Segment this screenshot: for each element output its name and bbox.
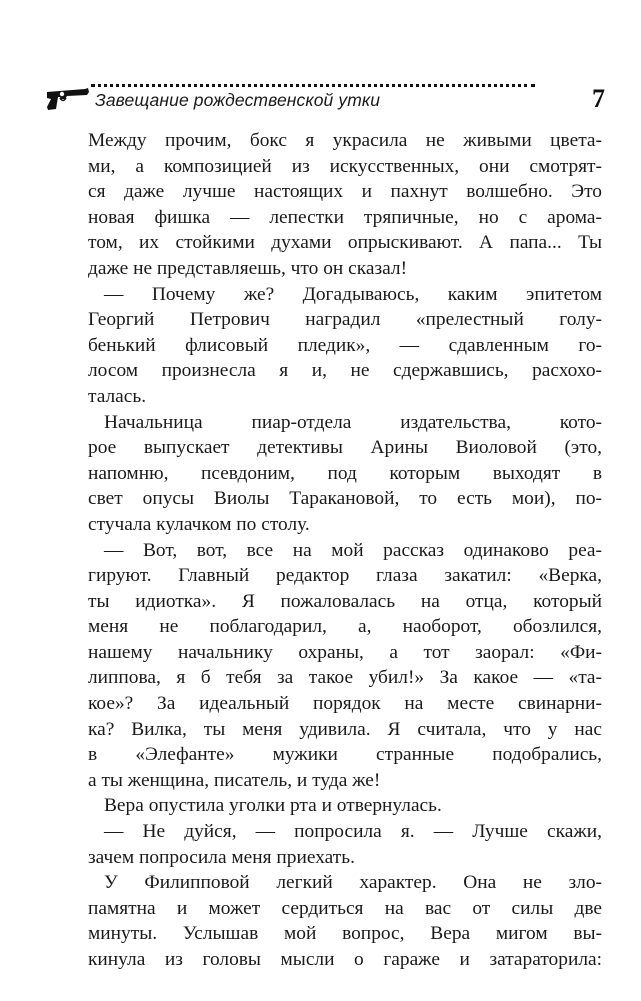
text-line: а ты женщина, писатель, и туда же! xyxy=(88,769,381,791)
text-line: свет опусы Виолы Таракановой, то есть мои), по- xyxy=(88,488,602,510)
text-line: Начальница пиар-отдела издательства, кото- xyxy=(104,411,602,433)
text-line: в «Элефанте» мужики странные подобрались, xyxy=(88,744,602,766)
text-line: У Филипповой легкий характер. Она не зло- xyxy=(104,872,602,894)
text-line: зачем попросила меня приехать. xyxy=(88,846,355,868)
text-line: гируют. Главный редактор глаза закатил: «Верка, xyxy=(88,565,602,587)
text-line: лосом произнесла я и, не сдержавшись, расхохо- xyxy=(88,360,602,382)
text-line: даже не представляешь, что он сказал! xyxy=(88,257,408,279)
text-line: памятна и может сердиться на вас от силы две xyxy=(88,897,602,919)
body-text xyxy=(88,128,602,973)
text-line: ка? Вилка, ты меня удивила. Я считала, что у нас xyxy=(88,718,602,740)
text-line: липпова, я б тебя за такое убил!» За какое — «та- xyxy=(88,667,602,689)
text-line: ся даже лучше настоящих и пахнут волшебно. Это xyxy=(88,181,602,203)
page-number: 7 xyxy=(592,84,605,113)
text-line: талась. xyxy=(88,385,147,407)
text-line: напомню, псевдоним, под которым выходят в xyxy=(88,462,602,484)
header-dotted-rule xyxy=(91,84,535,87)
text-line: том, их стойкими духами опрыскивают. А папа... Ты xyxy=(88,232,602,254)
text-line: стучала кулачком по столу. xyxy=(88,513,310,535)
running-header xyxy=(45,72,605,116)
running-title: Завещание рождественской утки xyxy=(95,90,381,110)
text-line: минуты. Услышав мой вопрос, Вера мигом вы- xyxy=(88,923,602,945)
text-line: кое»? За идеальный порядок на месте свинарни- xyxy=(88,693,602,715)
text-line: — Не дуйся, — попросила я. — Лучше скажи, xyxy=(104,821,602,843)
text-line: кинула из головы мысли о гараже и затараторила: xyxy=(88,949,602,970)
text-line: Вера опустила уголки рта и отвернулась. xyxy=(104,795,442,817)
text-line: новая фишка — лепестки тряпичные, но с арома- xyxy=(88,206,602,228)
text-line: ми, а композицией из искусственных, они смотрят- xyxy=(88,155,602,177)
text-line: меня не поблагодарил, а, наоборот, обозлился, xyxy=(88,616,602,638)
text-line: нашему начальнику охраны, а тот заорал: «Фи- xyxy=(88,641,602,663)
text-line: Георгий Петрович наградил «прелестный голу- xyxy=(88,309,602,331)
text-line: ты идиотка». Я пожаловалась на отца, который xyxy=(88,590,602,612)
text-line: рое выпускает детективы Арины Виоловой (это, xyxy=(88,437,602,459)
text-line: — Почему же? Догадываюсь, каким эпитетом xyxy=(104,283,602,305)
text-line: бенький флисовый пледик», — сдавленным го- xyxy=(88,334,602,356)
revolver-icon xyxy=(45,86,91,112)
text-line: — Вот, вот, все на мой рассказ одинаково реа- xyxy=(104,539,602,561)
text-line: Между прочим, бокс я украсила не живыми цвета- xyxy=(88,130,602,151)
